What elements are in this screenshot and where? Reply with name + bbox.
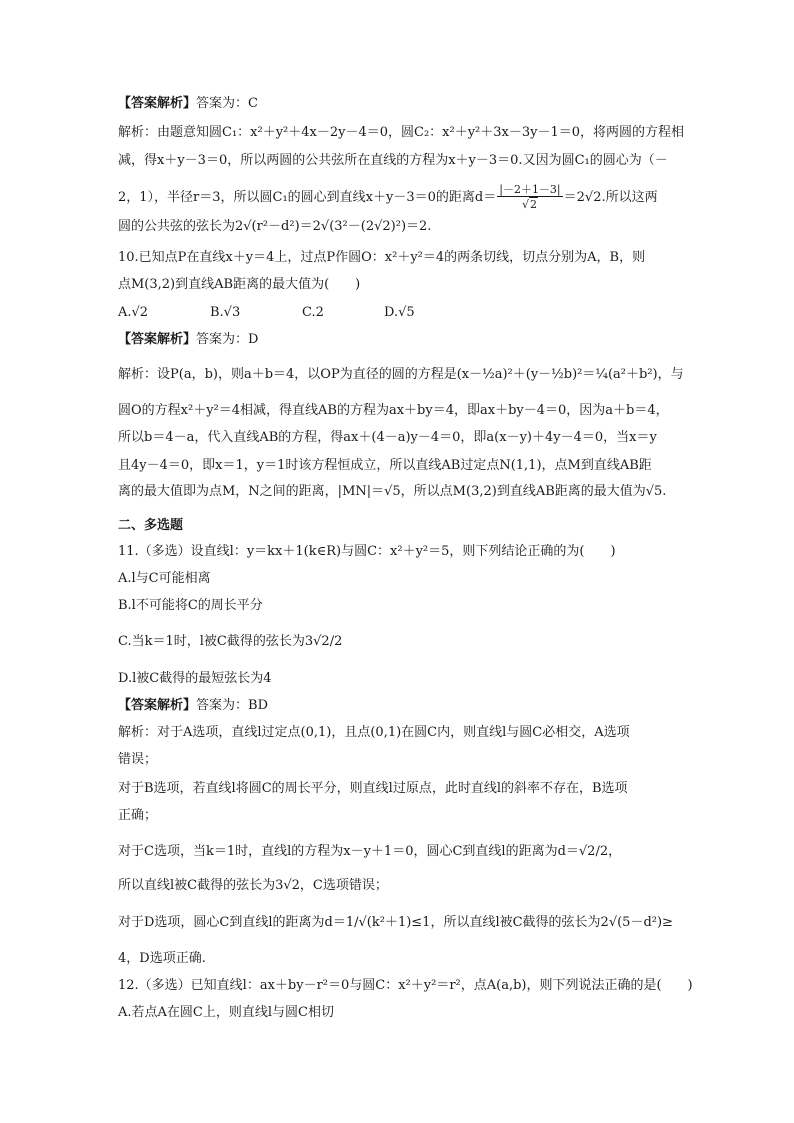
q9-analysis-line-3 — [118, 184, 698, 211]
q11-analysis-line-5: 对于C选项，当k＝1时，直线l的方程为x－y＋1＝0，圆心C到直线l的距离为d＝√2/2， — [118, 844, 622, 859]
answer-header: 【答案解析】 — [118, 698, 197, 713]
q10-analysis-line-3: 所以b＝4－a，代入直线AB的方程，得ax＋(4－a)y－4＝0，即a(x－y)＋4y－4＝0，当x＝y — [118, 430, 657, 445]
q11-stem: 11.（多选）设直线l：y＝kx＋1(k∈R)与圆C：x²＋y²＝5，则下列结论正确的为( ) — [118, 544, 616, 559]
q10-option-b: B.√3 — [210, 305, 241, 320]
q12-option-a: A.若点A在圆C上，则直线l与圆C相切 — [118, 1005, 334, 1020]
q11-analysis-line-4: 正确； — [118, 808, 158, 823]
q10-analysis-line-4: 且4y－4＝0，即x＝1，y＝1时该方程恒成立，所以直线AB过定点N(1,1)，点M到直线AB距 — [118, 458, 652, 473]
q11-analysis-line-8: 4，D选项正确. — [118, 951, 206, 966]
q10-option-c: C.2 — [302, 305, 324, 320]
q11-analysis-line-3: 对于B选项，若直线l将圆C的周长平分，则直线l过原点，此时直线l的斜率不存在，B选项 — [118, 781, 628, 796]
answer-value: 答案为：C — [196, 96, 258, 111]
q9-analysis-line-4: 圆的公共弦的弦长为2√(r²－d²)＝2√(3²－(2√2)²)＝2. — [118, 219, 432, 234]
fraction-denominator: √2 — [521, 198, 537, 211]
answer-value: 答案为：BD — [196, 698, 268, 713]
distance-fraction — [497, 184, 562, 211]
q9-answer-line — [118, 95, 698, 113]
q11-analysis-line-2: 错误； — [118, 752, 158, 767]
answer-header: 【答案解析】 — [118, 96, 197, 111]
q11-option-b: B.l不可能将C的周长平分 — [118, 598, 263, 613]
section-heading: 二、多选题 — [118, 518, 184, 533]
q9-analysis-line-2: 减，得x＋y－3＝0，所以两圆的公共弦所在直线的方程为x＋y－3＝0.又因为圆C₁的圆心为（－ — [118, 153, 668, 168]
q12-stem: 12.（多选）已知直线l：ax＋by－r²＝0与圆C：x²＋y²＝r²，点A(a,b)，则下列说法正确的是( ) — [118, 978, 693, 993]
q10-answer-line — [118, 331, 698, 349]
q11-option-d: D.l被C截得的最短弦长为4 — [118, 671, 272, 686]
q11-analysis-line-1: 解析：对于A选项，直线l过定点(0,1)，且点(0,1)在圆C内，则直线l与圆C必相交，A选项 — [118, 725, 630, 740]
q10-analysis-line-5: 离的最大值即为点M，N之间的距离，|MN|＝√5，所以点M(3,2)到直线AB距离的最大值为√5. — [118, 484, 667, 499]
q10-analysis-line-1: 解析：设P(a，b)，则a＋b＝4，以OP为直径的圆的方程是(x－½a)²＋(y－½b)²＝¼(a²＋b²)，与 — [118, 367, 684, 382]
q11-option-c: C.当k＝1时，l被C截得的弦长为3√2/2 — [118, 634, 343, 649]
q11-analysis-line-6: 所以直线l被C截得的弦长为3√2，C选项错误； — [118, 878, 388, 893]
q10-stem-line-1: 10.已知点P在直线x＋y＝4上，过点P作圆O：x²＋y²＝4的两条切线，切点分别为A，B，则 — [118, 250, 646, 265]
q9-l3-text-b: ＝2√2.所以这两 — [563, 190, 658, 205]
q9-analysis-line-1: 解析：由题意知圆C₁：x²＋y²＋4x－2y－4＝0，圆C₂：x²＋y²＋3x－3y－1＝0，将两圆的方程相 — [118, 125, 685, 140]
q11-answer-line — [118, 697, 698, 715]
q11-analysis-line-7: 对于D选项，圆心C到直线l的距离为d＝1/√(k²＋1)≤1，所以直线l被C截得的弦长为2√(5－d²)≥ — [118, 915, 673, 930]
q10-stem-line-2: 点M(3,2)到直线AB距离的最大值为( ) — [118, 277, 361, 292]
q11-option-a: A.l与C可能相离 — [118, 571, 211, 586]
q10-option-a: A.√2 — [118, 305, 149, 320]
answer-value: 答案为：D — [196, 332, 259, 347]
q10-option-d: D.√5 — [384, 305, 415, 320]
q10-analysis-line-2: 圆O的方程x²＋y²＝4相减，得直线AB的方程为ax＋by＝4，即ax＋by－4＝0，因为a＋b＝4， — [118, 403, 669, 418]
answer-header: 【答案解析】 — [118, 332, 197, 347]
q9-l3-text-a: 2，1），半径r＝3，所以圆C₁的圆心到直线x＋y－3＝0的距离d＝ — [118, 190, 497, 205]
fraction-denominator-value: 2 — [529, 198, 537, 211]
q10-options — [118, 304, 698, 322]
fraction-numerator: |－2＋1－3| — [499, 183, 561, 196]
